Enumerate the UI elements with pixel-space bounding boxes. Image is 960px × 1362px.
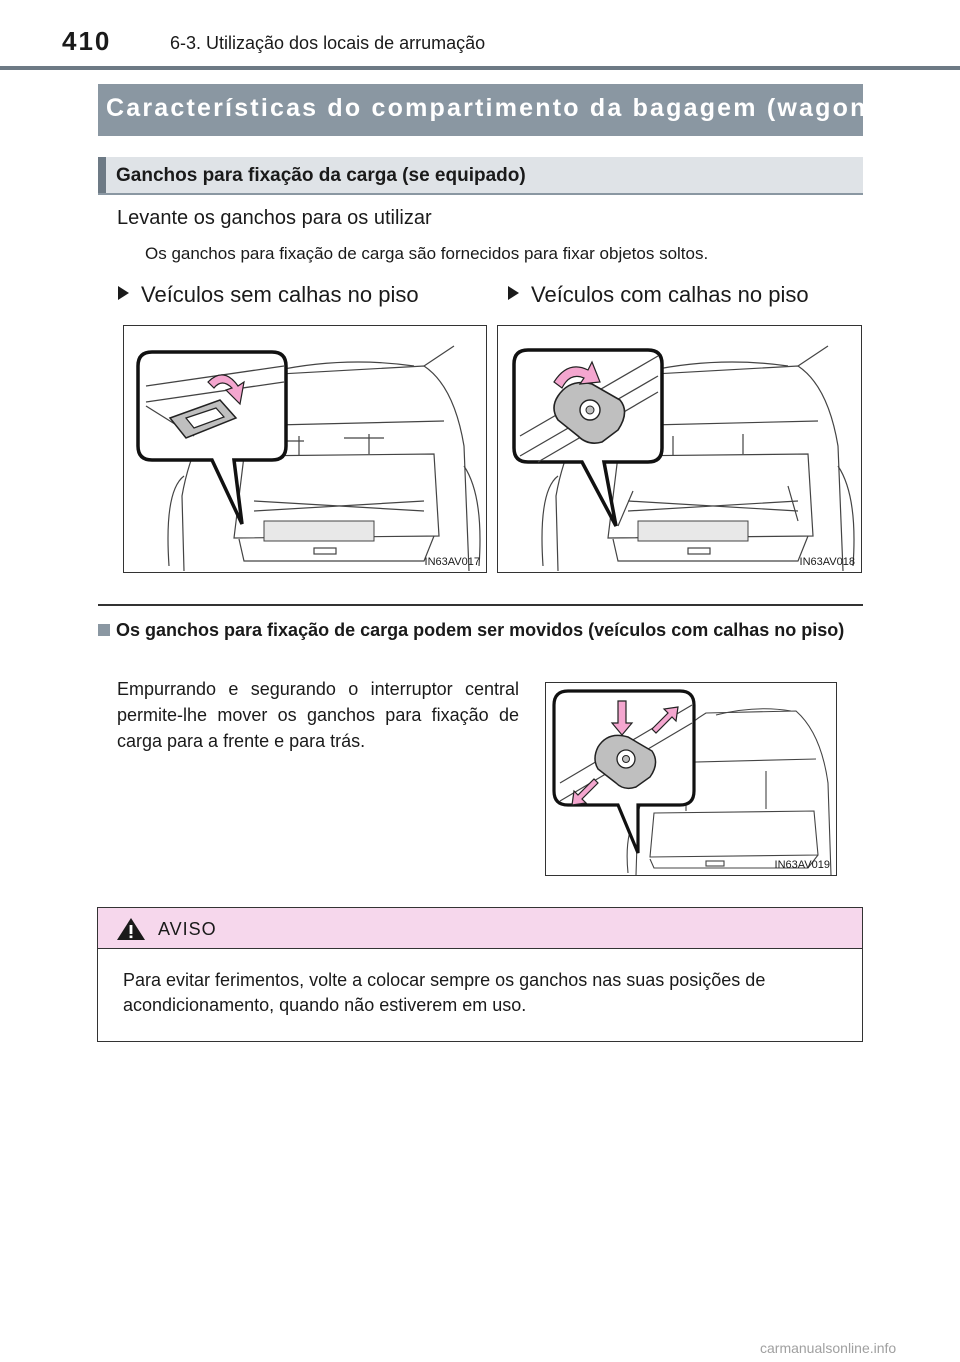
warning-triangle-icon xyxy=(116,917,146,941)
figure-moving-hooks xyxy=(545,682,837,876)
section-title: Características do compartimento da bagagem (wagon) xyxy=(106,94,879,122)
note-body: Empurrando e segurando o interruptor central permite-lhe mover os ganchos para fixação de carga para a frente e para trás. xyxy=(117,679,519,751)
header-rule xyxy=(0,66,960,70)
subsection-title: Ganchos para fixação da carga (se equipado) xyxy=(116,165,526,186)
subsection-banner xyxy=(98,157,863,195)
cargo-area-illustration xyxy=(498,326,862,573)
warning-text: Para evitar ferimentos, volte a colocar sempre os ganchos nas suas posições de acondicionamento, quando não estiverem em uso. xyxy=(123,970,766,1015)
figure-label-right xyxy=(508,282,809,308)
subsection-bar xyxy=(98,157,106,193)
running-header: 6-3. Utilização dos locais de arrumação xyxy=(170,33,486,53)
figure-cargo-with-rails xyxy=(497,325,862,573)
figure-code-right: IN63AV018 xyxy=(799,556,855,568)
step-instruction: Levante os ganchos para os utilizar xyxy=(117,207,432,229)
note-heading xyxy=(98,618,863,642)
figure-cargo-no-rails xyxy=(123,325,487,573)
cargo-area-illustration xyxy=(546,683,837,876)
section-title-banner xyxy=(98,84,879,136)
page-number: 410 xyxy=(62,26,112,56)
step-note: Os ganchos para fixação de carga são fornecidos para fixar objetos soltos. xyxy=(145,244,709,263)
figure-label-right-text: Veículos com calhas no piso xyxy=(531,282,809,307)
figure-code-bottom: IN63AV019 xyxy=(774,859,830,871)
figure-code-left: IN63AV017 xyxy=(424,556,480,568)
square-bullet-icon xyxy=(98,624,110,636)
warning-title: AVISO xyxy=(158,919,217,939)
note-heading-text: Os ganchos para fixação de carga podem ser movidos (veículos com calhas no piso) xyxy=(116,620,845,640)
warning-header xyxy=(98,908,862,949)
cargo-area-illustration xyxy=(124,326,487,573)
triangle-bullet-icon xyxy=(508,286,519,300)
section-divider xyxy=(98,604,863,606)
warning-box xyxy=(97,907,863,1042)
figure-label-left-text: Veículos sem calhas no piso xyxy=(141,282,419,307)
figure-label-left xyxy=(118,282,419,308)
zoom-callout xyxy=(138,352,286,524)
watermark: carmanualsonline.info xyxy=(760,1340,897,1356)
triangle-bullet-icon xyxy=(118,286,129,300)
